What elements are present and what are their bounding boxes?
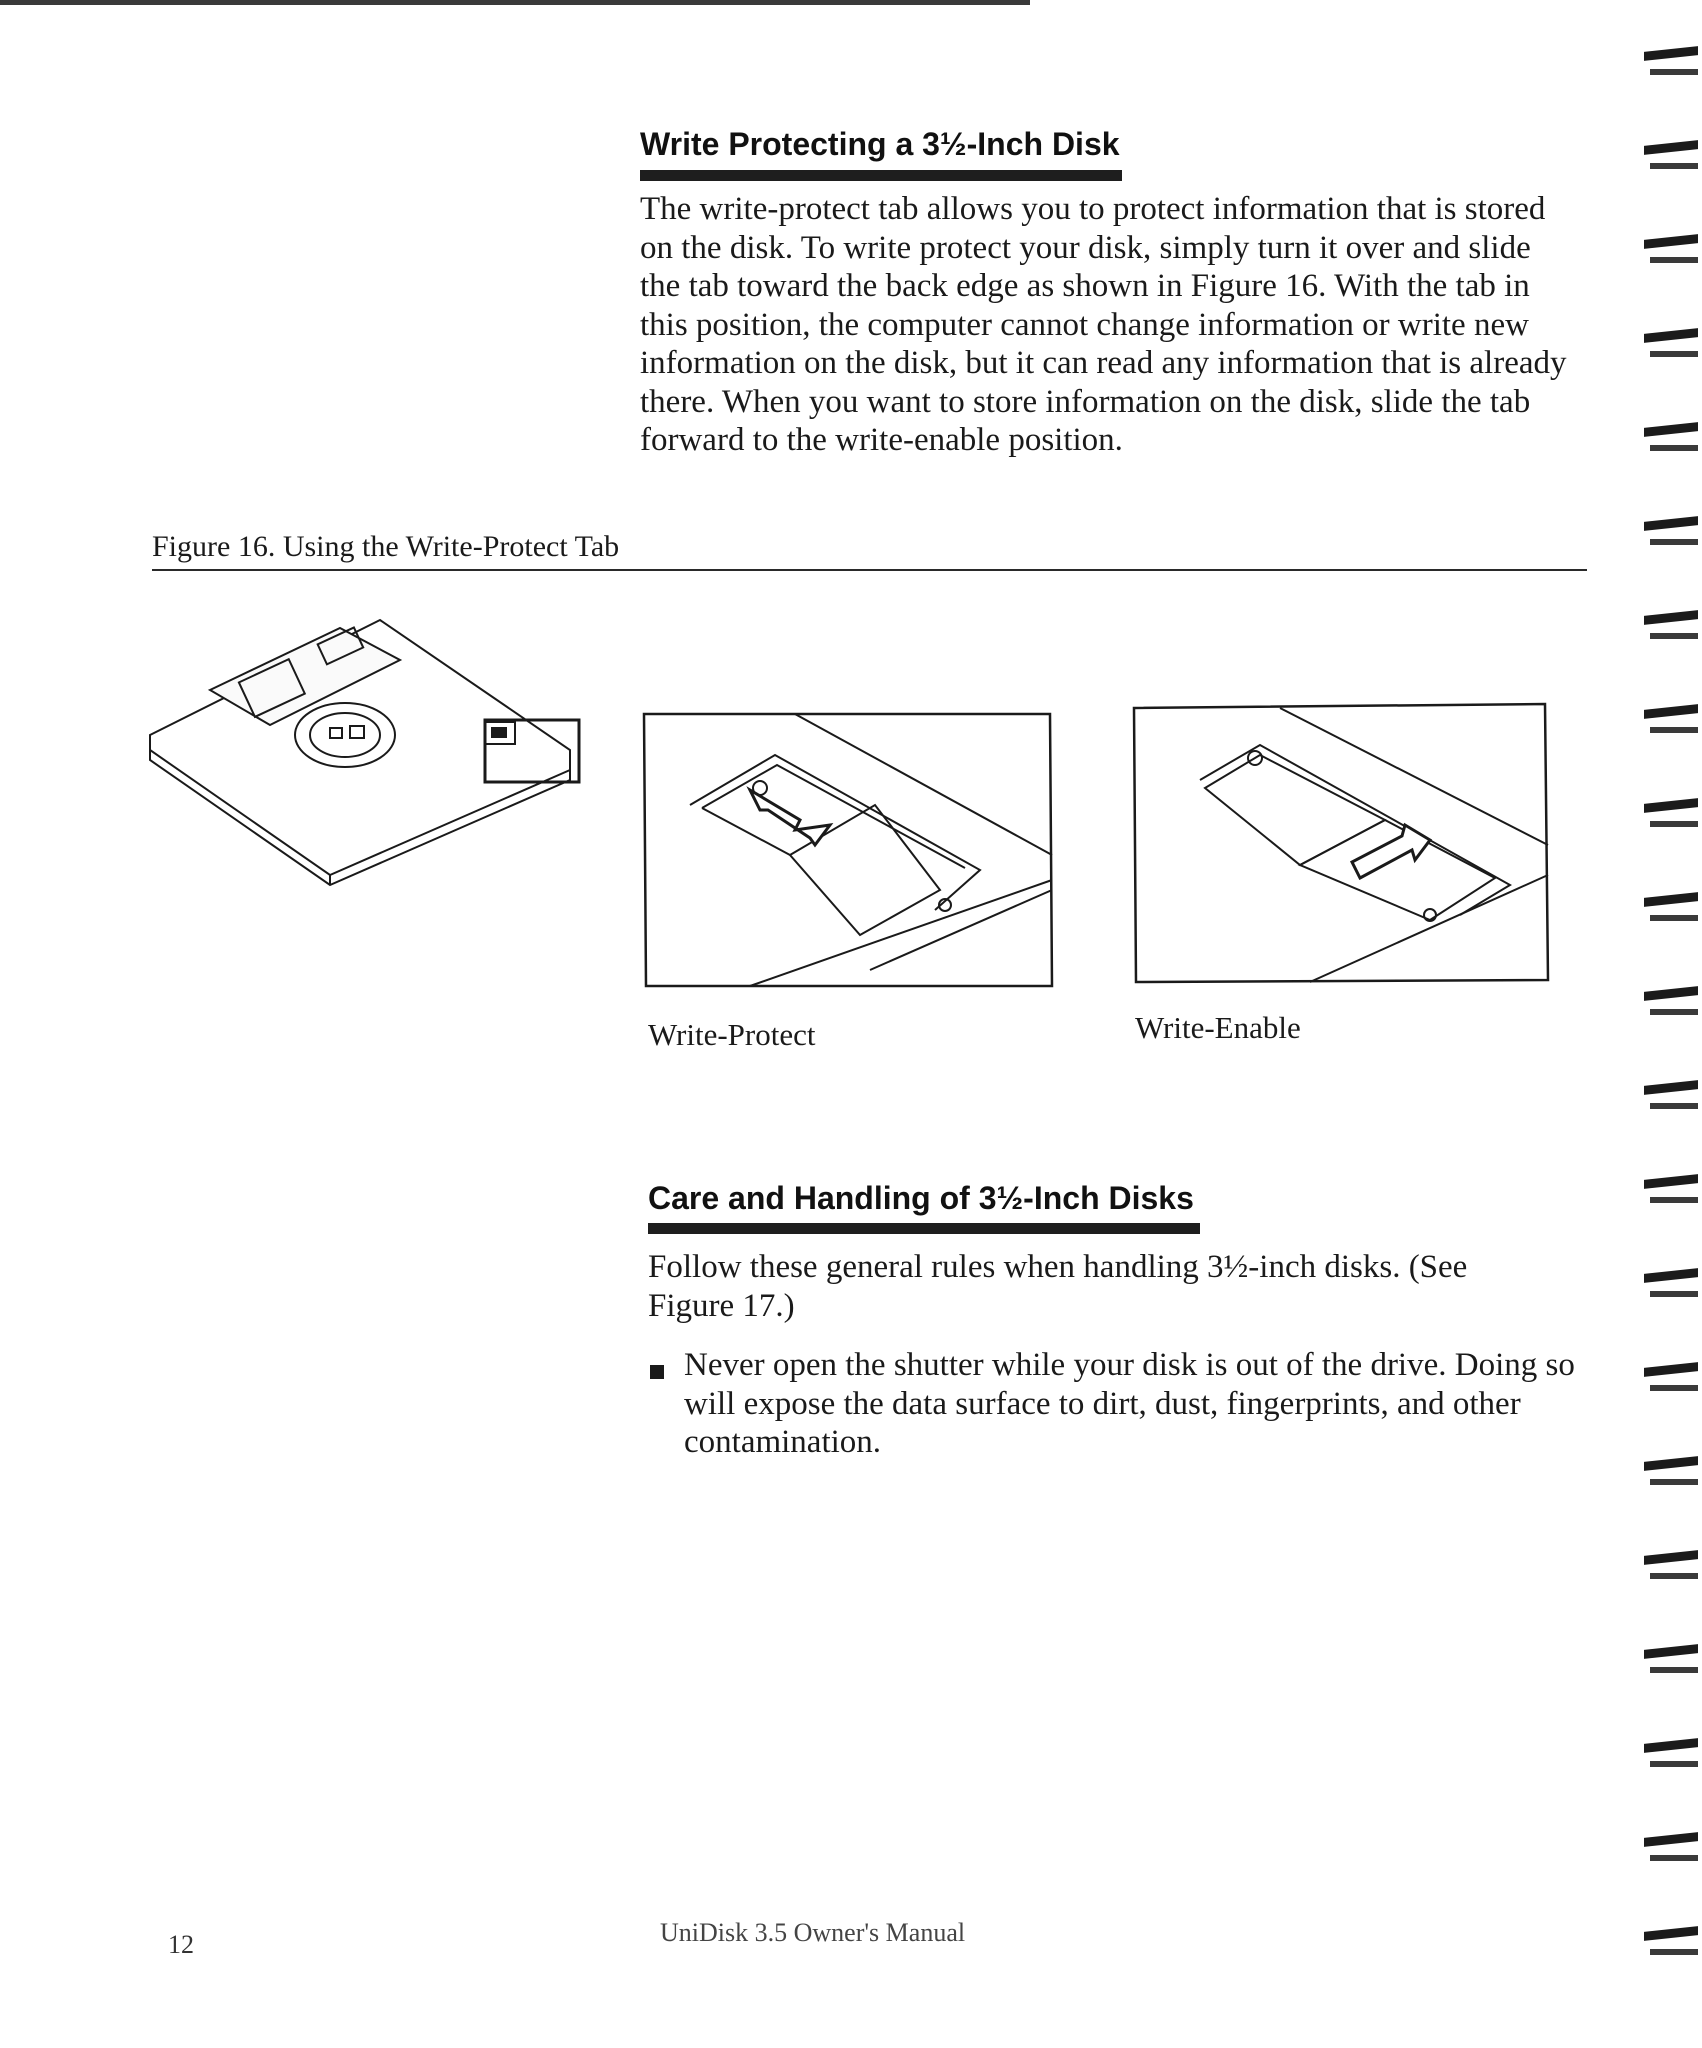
- write-enable-label: Write-Enable: [1135, 1010, 1301, 1045]
- binding-ring-top: [1644, 1080, 1698, 1095]
- binding-ring-bottom: [1650, 1197, 1698, 1203]
- binding-ring: [1640, 1831, 1702, 1871]
- care-bullet-item: [684, 1346, 1575, 1462]
- binding-ring-bottom: [1650, 1009, 1698, 1015]
- binding-ring: [1640, 1361, 1702, 1401]
- binding-ring: [1640, 891, 1702, 931]
- binding-ring-bottom: [1650, 163, 1698, 169]
- binding-ring: [1640, 1079, 1702, 1119]
- binding-ring: [1640, 1643, 1702, 1683]
- binding-ring: [1640, 1737, 1702, 1777]
- figure-rule: [152, 569, 1587, 571]
- binding-ring: [1640, 703, 1702, 743]
- binding-ring-bottom: [1650, 1761, 1698, 1767]
- binding-ring-top: [1644, 1832, 1698, 1847]
- care-intro-paragraph: [648, 1248, 1467, 1325]
- floppy-disk-illustration: [140, 600, 600, 890]
- page-number: 12: [168, 1930, 194, 1959]
- binding-ring: [1640, 1267, 1702, 1307]
- binding-ring-top: [1644, 1174, 1698, 1189]
- section-heading-write-protecting: Write Protecting a 3½-Inch Disk: [640, 126, 1120, 162]
- write-protect-arrow-icon: [750, 790, 830, 845]
- binding-ring-top: [1644, 46, 1698, 61]
- binding-ring: [1640, 139, 1702, 179]
- binding-ring-bottom: [1650, 915, 1698, 921]
- binding-ring-top: [1644, 1268, 1698, 1283]
- binding-ring-top: [1644, 234, 1698, 249]
- binding-ring: [1640, 1925, 1702, 1965]
- binding-ring-bottom: [1650, 539, 1698, 545]
- heading-underline-bar: [640, 170, 1122, 181]
- binding-ring: [1640, 797, 1702, 837]
- paragraph-line: this position, the computer cannot change information or write new: [640, 306, 1529, 343]
- binding-ring-top: [1644, 986, 1698, 1001]
- paragraph-line: on the disk. To write protect your disk, simply turn it over and slide: [640, 229, 1531, 266]
- binding-ring: [1640, 327, 1702, 367]
- spiral-binding-icon: [1640, 0, 1702, 2048]
- write-enable-detail-illustration: [1130, 700, 1550, 985]
- paragraph-line: Never open the shutter while your disk is out of the drive. Doing so: [684, 1347, 1575, 1383]
- binding-ring-top: [1644, 1926, 1698, 1941]
- section-heading-care-handling: Care and Handling of 3½-Inch Disks: [648, 1180, 1194, 1216]
- binding-ring-bottom: [1650, 727, 1698, 733]
- paragraph-line: information on the disk, but it can read any information that is already: [640, 345, 1567, 381]
- bullet-marker: [650, 1365, 664, 1379]
- binding-ring-bottom: [1650, 1949, 1698, 1955]
- footer-manual-title: UniDisk 3.5 Owner's Manual: [660, 1918, 966, 1947]
- binding-ring: [1640, 45, 1702, 85]
- binding-ring-bottom: [1650, 633, 1698, 639]
- binding-ring-bottom: [1650, 1291, 1698, 1297]
- binding-ring-top: [1644, 1362, 1698, 1377]
- binding-ring-bottom: [1650, 1385, 1698, 1391]
- binding-ring-bottom: [1650, 821, 1698, 827]
- binding-ring-bottom: [1650, 445, 1698, 451]
- paragraph-line: forward to the write-enable position.: [640, 422, 1123, 458]
- binding-ring: [1640, 1549, 1702, 1589]
- write-protect-detail-illustration: [640, 710, 1055, 990]
- binding-ring: [1640, 421, 1702, 461]
- paragraph-line: will expose the data surface to dirt, dust, fingerprints, and other: [684, 1385, 1521, 1422]
- binding-ring: [1640, 1455, 1702, 1495]
- binding-ring-bottom: [1650, 1855, 1698, 1861]
- figure-caption: Figure 16. Using the Write-Protect Tab: [152, 530, 620, 563]
- binding-ring: [1640, 985, 1702, 1025]
- binding-ring-top: [1644, 1456, 1698, 1471]
- top-edge-rule: [0, 0, 1030, 5]
- binding-ring: [1640, 1173, 1702, 1213]
- binding-ring-top: [1644, 798, 1698, 813]
- binding-ring-bottom: [1650, 257, 1698, 263]
- binding-ring-top: [1644, 892, 1698, 907]
- binding-ring-top: [1644, 610, 1698, 625]
- binding-ring-bottom: [1650, 1479, 1698, 1485]
- paragraph-line: the tab toward the back edge as shown in Figure 16. With the tab in: [640, 268, 1530, 304]
- binding-ring: [1640, 609, 1702, 649]
- binding-ring: [1640, 515, 1702, 555]
- binding-ring-bottom: [1650, 1573, 1698, 1579]
- write-enable-arrow-icon: [1352, 825, 1430, 878]
- write-protect-label: Write-Protect: [648, 1017, 816, 1052]
- paragraph-line: The write-protect tab allows you to protect information that is stored: [640, 191, 1546, 227]
- binding-ring-bottom: [1650, 1103, 1698, 1109]
- binding-ring-top: [1644, 704, 1698, 719]
- binding-ring-top: [1644, 1550, 1698, 1565]
- paragraph-line: Figure 17.): [648, 1287, 795, 1324]
- binding-ring: [1640, 233, 1702, 273]
- paragraph-line: Follow these general rules when handling 3½-inch disks. (See: [648, 1249, 1468, 1285]
- binding-ring-top: [1644, 1738, 1698, 1753]
- binding-ring-bottom: [1650, 1667, 1698, 1673]
- binding-ring-top: [1644, 1644, 1698, 1659]
- paragraph-line: there. When you want to store information on the disk, slide the tab: [640, 383, 1531, 420]
- binding-ring-top: [1644, 328, 1698, 343]
- write-protect-paragraph: [640, 190, 1567, 460]
- binding-ring-top: [1644, 140, 1698, 155]
- binding-ring-bottom: [1650, 69, 1698, 75]
- binding-ring-top: [1644, 516, 1698, 531]
- binding-ring-top: [1644, 422, 1698, 437]
- heading-underline-bar: [648, 1223, 1200, 1234]
- paragraph-line: contamination.: [684, 1424, 882, 1460]
- binding-ring-bottom: [1650, 351, 1698, 357]
